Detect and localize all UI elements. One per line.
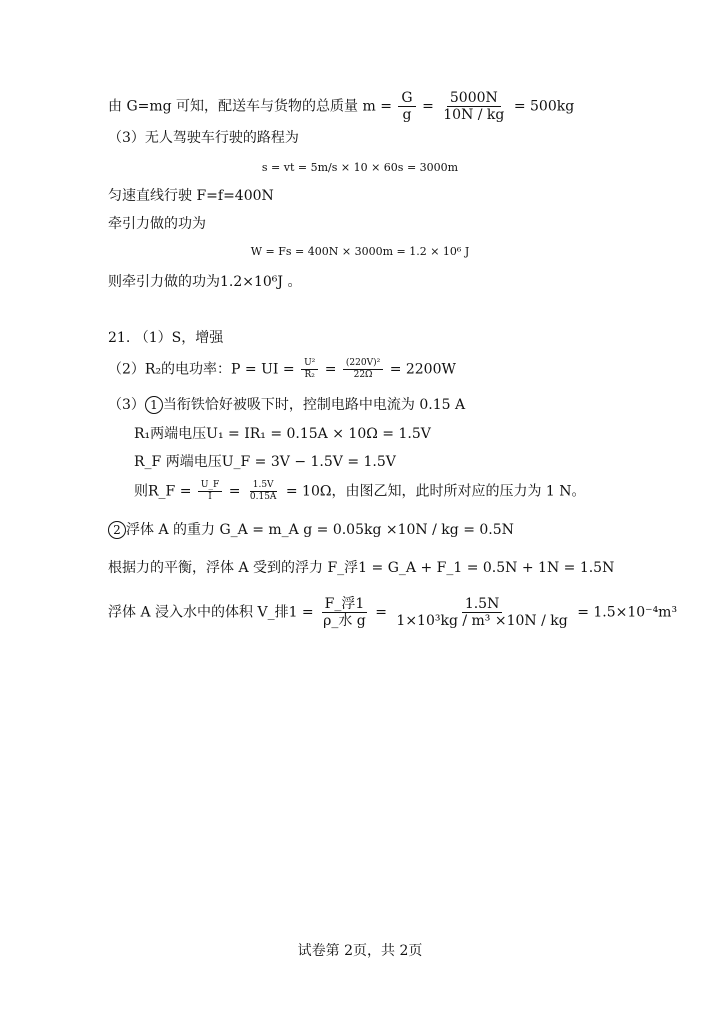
q21-part3-intro: （3） 1 当衔铁恰好被吸下时，控制电路中电流为 0.15 A bbox=[108, 397, 466, 413]
rf-resistance-equation: 则R_F = $\frac{U\_F}{I}$ = $\frac{1.5V}{0.15A}$ = 10Ω，由图乙知，此时所对应的压力为 1 N。 bbox=[134, 480, 586, 502]
page-footer: 试卷第 2页，共 2页 bbox=[297, 943, 423, 959]
fraction-1-5n: $\frac{1.5N}{\text{1×10³kg / m³ ×10N / kg}}$ bbox=[396, 596, 568, 629]
fraction-f-over-rho-g: $\frac{\text{F\_浮1}}{\text{ρ\_水 g}}$ bbox=[323, 596, 366, 629]
work-conclusion: 则牵引力做的功为1.2×10⁶J 。 bbox=[108, 274, 302, 290]
q21-part1: 21. （1）S，增强 bbox=[108, 330, 224, 346]
work-equation: W = Fs = 400N × 3000m = 1.2 × 10⁶ J bbox=[250, 245, 470, 258]
circled-number-1: 1 bbox=[145, 396, 163, 414]
volume-equation: 浮体 A 浸入水中的体积 V_排1 = $\frac{\text{F\_浮1}}{\text{ρ\_水 g}}$ = $\frac{1.5N}{\text{1×10³kg / m³ ×10N / kg}}$ = 1.5×10⁻⁴m³ bbox=[108, 596, 678, 629]
r1-voltage-equation: R₁两端电压U₁ = IR₁ = 0.15A × 10Ω = 1.5V bbox=[134, 426, 431, 442]
mass-equation: 由 G=mg 可知，配送车与货物的总质量 m = $\frac{G}{g}$ = $\frac{5000N}{10N / kg}$ = 500kg bbox=[108, 90, 575, 123]
distance-equation: s = vt = 5m/s × 10 × 60s = 3000m bbox=[261, 161, 459, 174]
buoyancy-equation: 根据力的平衡，浮体 A 受到的浮力 F_浮1 = G_A + F_1 = 0.5N + 1N = 1.5N bbox=[108, 560, 615, 576]
fraction-5000n: $\frac{5000N}{10N / kg}$ bbox=[443, 90, 505, 123]
float-weight-equation: 2 浮体 A 的重力 G_A = m_A g = 0.05kg ×10N / kg = 0.5N bbox=[108, 520, 514, 540]
work-heading: 牵引力做的功为 bbox=[108, 216, 206, 232]
fraction-uf-i: $\frac{U\_F}{I}$ bbox=[198, 480, 222, 503]
circled-number-2: 2 bbox=[108, 521, 126, 539]
power-equation: （2）R₂的电功率：P = UI = $\frac{\text{U²}}{\text{R₂}}$ = $\frac{\text{(220V)²}}{22\Omega}$ = 2200W bbox=[108, 358, 456, 380]
fraction-1-5v: $\frac{1.5V}{0.15A}$ bbox=[249, 480, 277, 502]
uniform-motion-text: 匀速直线行驶 F=f=400N bbox=[108, 188, 274, 204]
rf-voltage-equation: R_F 两端电压U_F = 3V − 1.5V = 1.5V bbox=[134, 454, 396, 470]
fraction-220v: $\frac{\text{(220V)²}}{22\Omega}$ bbox=[343, 358, 383, 381]
distance-heading: （3）无人驾驶车行驶的路程为 bbox=[108, 130, 299, 146]
fraction-g-over-g: $\frac{G}{g}$ bbox=[398, 90, 415, 123]
fraction-u2-r2: $\frac{\text{U²}}{\text{R₂}}$ bbox=[301, 358, 318, 381]
